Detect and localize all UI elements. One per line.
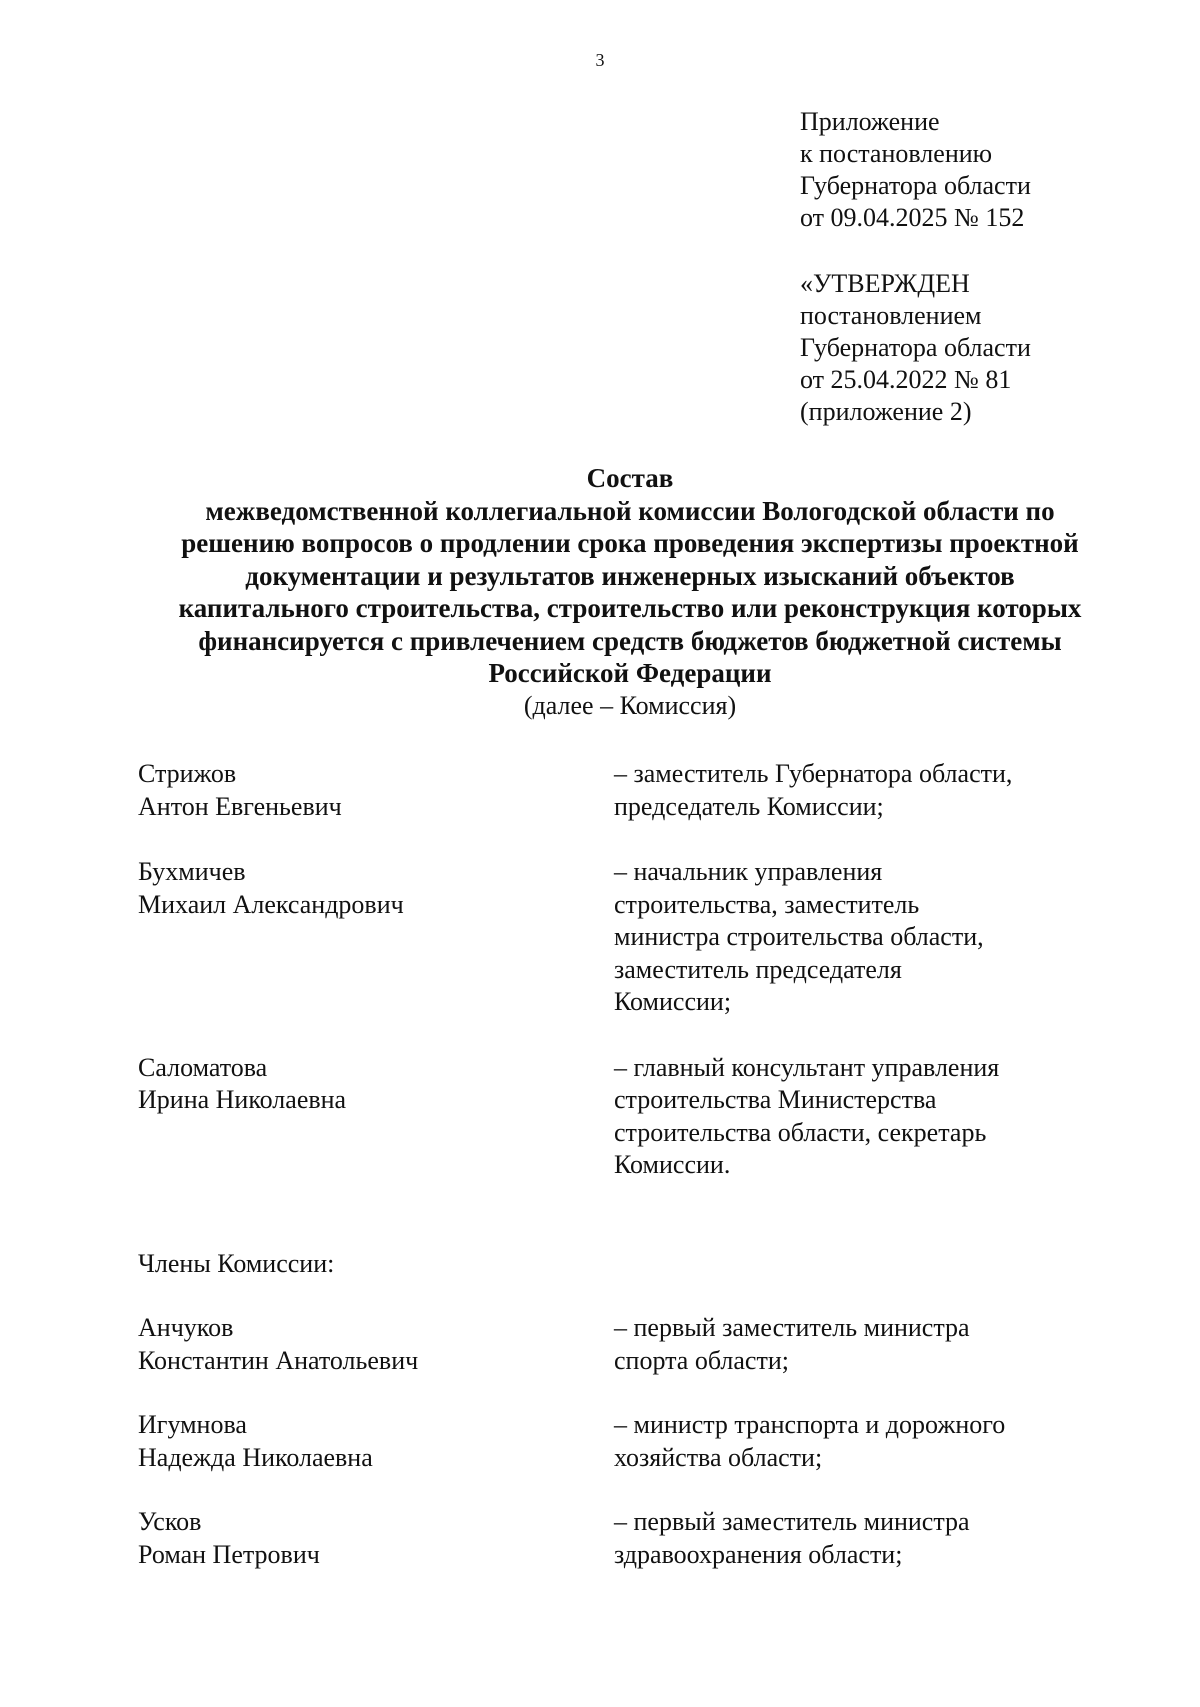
person-role	[614, 1409, 1084, 1474]
role-line: – первый заместитель министра	[614, 1313, 970, 1342]
role-line: спорта области;	[614, 1345, 789, 1375]
document-title	[140, 462, 1120, 722]
person-role	[614, 856, 1084, 1019]
person-role	[614, 758, 1084, 823]
appendix-header-line: к постановлению	[800, 139, 993, 168]
surname: Анчуков	[138, 1313, 234, 1342]
given-name: Константин Анатольевич	[138, 1345, 419, 1375]
person-name	[138, 1506, 614, 1571]
members-heading: Члены Комиссии:	[138, 1248, 335, 1278]
approved-block-line: «УТВЕРЖДЕН	[800, 269, 970, 298]
appendix-header-line: Приложение	[800, 107, 940, 136]
person-name	[138, 1052, 614, 1182]
approved-block-line: Губернатора области	[800, 333, 1031, 362]
commission-list	[138, 758, 1138, 1571]
person-role	[614, 1052, 1084, 1182]
approved-block	[800, 268, 1160, 428]
appendix-header-line: Губернатора области	[800, 171, 1031, 200]
role-line: – начальник управления	[614, 857, 883, 886]
role-line: министра строительства области,	[614, 922, 984, 951]
title-line: финансируется с привлечением средств бюджетов бюджетной системы	[198, 625, 1062, 656]
role-line: здравоохранения области;	[614, 1539, 903, 1569]
leadership-entry	[138, 856, 1138, 1019]
title-subtitle: (далее – Комиссия)	[523, 690, 737, 720]
member-entry	[138, 1506, 1138, 1571]
title-line: документации и результатов инженерных изысканий объектов	[245, 560, 1015, 591]
person-role	[614, 1506, 1084, 1571]
person-name	[138, 1312, 614, 1377]
given-name: Михаил Александрович	[138, 889, 404, 919]
role-line: хозяйства области;	[614, 1442, 823, 1472]
person-name	[138, 856, 614, 1019]
role-line: строительства области, секретарь	[614, 1117, 987, 1147]
given-name: Роман Петрович	[138, 1539, 320, 1569]
leadership-entry	[138, 758, 1138, 823]
person-role	[614, 1312, 1084, 1377]
role-line: – заместитель Губернатора области,	[614, 759, 1013, 788]
role-line: строительства Министерства	[614, 1085, 937, 1114]
role-line: председатель Комиссии;	[614, 791, 884, 821]
given-name: Ирина Николаевна	[138, 1085, 347, 1114]
member-entry	[138, 1409, 1138, 1474]
title-line: Состав	[586, 463, 674, 493]
title-line: Российской Федерации	[488, 658, 772, 688]
given-name: Антон Евгеньевич	[138, 791, 342, 821]
role-line: заместитель председателя	[614, 954, 902, 984]
appendix-header	[800, 106, 1160, 234]
role-line: Комиссии.	[614, 1150, 731, 1179]
approved-block-line: (приложение 2)	[800, 397, 972, 426]
page-number: 3	[595, 50, 605, 70]
role-line: строительства, заместитель	[614, 889, 920, 919]
surname: Игумнова	[138, 1410, 247, 1439]
title-line: капитального строительства, строительство или реконструкция которых	[178, 593, 1082, 623]
member-entry	[138, 1312, 1138, 1377]
surname: Саломатова	[138, 1052, 268, 1082]
title-line: решению вопросов о продлении срока проведения экспертизы проектной	[181, 528, 1079, 558]
surname: Бухмичев	[138, 857, 246, 886]
role-line: – первый заместитель министра	[614, 1507, 970, 1536]
surname: Стрижов	[138, 759, 237, 788]
given-name: Надежда Николаевна	[138, 1442, 373, 1472]
role-line: – главный консультант управления	[614, 1052, 1000, 1082]
approved-block-line: от 25.04.2022 № 81	[800, 365, 1012, 394]
leadership-entry	[138, 1052, 1138, 1182]
role-line: Комиссии;	[614, 987, 732, 1016]
appendix-header-line: от 09.04.2025 № 152	[800, 203, 1025, 232]
person-name	[138, 758, 614, 823]
person-name	[138, 1409, 614, 1474]
role-line: – министр транспорта и дорожного	[614, 1410, 1006, 1439]
surname: Усков	[138, 1507, 202, 1536]
title-line: межведомственной коллегиальной комиссии Вологодской области по	[205, 495, 1055, 526]
approved-block-line: постановлением	[800, 301, 982, 330]
